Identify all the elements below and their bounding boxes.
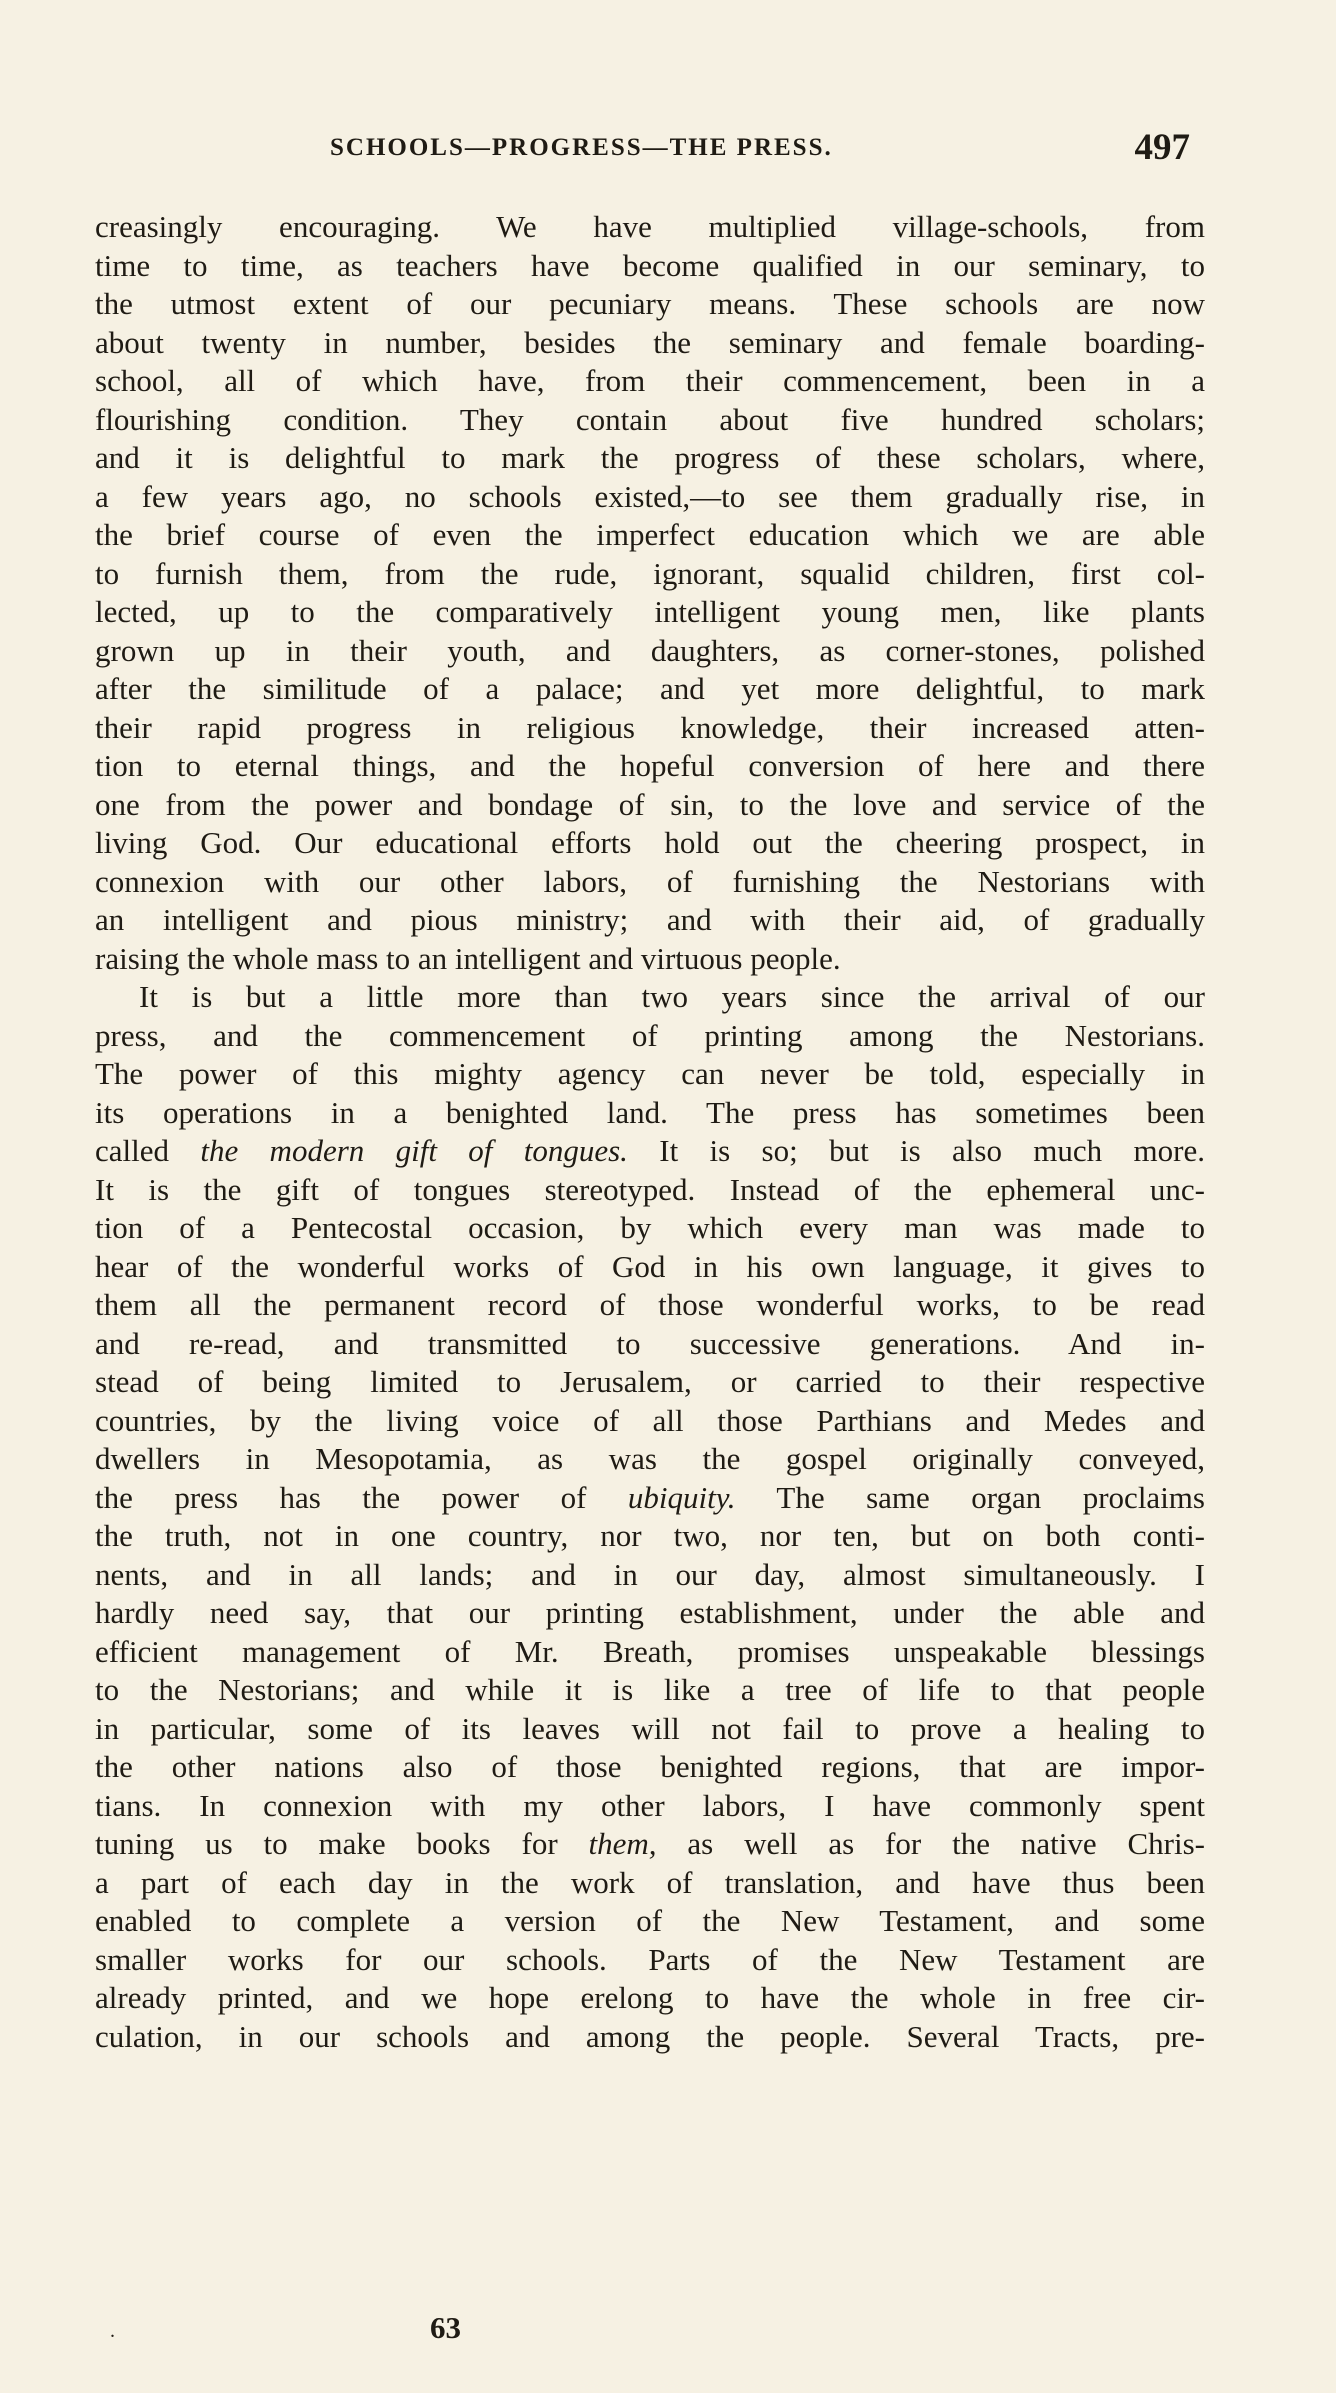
text-line: the utmost extent of our pecuniary means. These schools are now: [95, 286, 1205, 321]
text-line: press, and the commencement of printing among the Nestorians.: [95, 1017, 1205, 1053]
text-line: a part of each day in the work of translation, and have thus been: [95, 1864, 1205, 1900]
text-line: enabled to complete a version of the New Testament, and some: [95, 1903, 1205, 1938]
text-line-paragraph-start: It is but a little more than two years since the arrival of our: [139, 979, 1205, 1014]
text-line: already printed, and we hope erelong to have the whole in free cir-: [95, 1980, 1205, 2015]
text-segment: tuning us to make books for: [95, 1826, 589, 1861]
signature-mark: 63: [430, 2310, 461, 2345]
italic-phrase: ubiquity.: [627, 1479, 736, 1515]
text-line: and re-read, and transmitted to successive generations. And in-: [95, 1325, 1205, 1361]
running-title: SCHOOLS—PROGRESS—THE PRESS.: [330, 134, 833, 161]
text-line: one from the power and bondage of sin, to the love and service of the: [95, 786, 1205, 822]
text-line: the other nations also of those benighted regions, that are impor-: [95, 1749, 1205, 1784]
text-line: hardly need say, that our printing establishment, under the able and: [95, 1595, 1205, 1630]
text-line: a few years ago, no schools existed,—to see them gradually rise, in: [95, 478, 1205, 514]
text-line: The power of this mighty agency can never be told, especially in: [95, 1056, 1205, 1091]
italic-phrase: the modern gift of tongues.: [200, 1133, 628, 1168]
italic-phrase: them,: [588, 1826, 657, 1861]
text-line: to the Nestorians; and while it is like a tree of life to that people: [95, 1672, 1205, 1707]
running-head: [330, 127, 1190, 174]
body-text: [95, 208, 1205, 2095]
text-line-with-italic: [95, 1132, 1205, 1171]
text-line: flourishing condition. They contain about five hundred scholars;: [95, 401, 1205, 437]
text-line: tion of a Pentecostal occasion, by which every man was made to: [95, 1210, 1205, 1245]
text-line: hear of the wonderful works of God in his own language, it gives to: [95, 1248, 1205, 1284]
text-segment: the press has the power of: [95, 1479, 628, 1515]
stray-mark: .: [110, 2320, 115, 2342]
text-line: efficient management of Mr. Breath, promises unspeakable blessings: [95, 1633, 1205, 1669]
text-line: [95, 2056, 1205, 2095]
text-line: dwellers in Mesopotamia, as was the gospel originally conveyed,: [95, 1441, 1205, 1476]
text-line: connexion with our other labors, of furnishing the Nestorians with: [95, 863, 1205, 899]
text-segment: as well as for the native Chris-: [656, 1826, 1205, 1861]
text-line: nents, and in all lands; and in our day, almost simultaneously. I: [95, 1556, 1205, 1592]
text-line: to furnish them, from the rude, ignorant, squalid children, first col-: [95, 555, 1205, 591]
text-line: the brief course of even the imperfect education which we are able: [95, 517, 1205, 552]
text-line: lected, up to the comparatively intelligent young men, like plants: [95, 594, 1205, 629]
text-line: It is the gift of tongues stereotyped. Instead of the ephemeral unc-: [95, 1171, 1205, 1207]
text-line: smaller works for our schools. Parts of the New Testament are: [95, 1941, 1205, 1977]
text-line: in particular, some of its leaves will not fail to prove a healing to: [95, 1710, 1205, 1746]
text-line: about twenty in number, besides the seminary and female boarding-: [95, 324, 1205, 360]
text-line-with-italic: [95, 1825, 1205, 1864]
text-line-with-italic: [95, 1479, 1205, 1518]
text-segment: It is so; but is also much more.: [627, 1133, 1205, 1168]
text-line: their rapid progress in religious knowledge, their increased atten-: [95, 709, 1205, 745]
text-line: its operations in a benighted land. The press has sometimes been: [95, 1094, 1205, 1130]
text-line: tion to eternal things, and the hopeful conversion of here and there: [95, 748, 1205, 783]
text-line: creasingly encouraging. We have multiplied village-schools, from: [95, 209, 1205, 244]
text-line: culation, in our schools and among the people. Several Tracts, pre-: [95, 2018, 1205, 2054]
text-line: time to time, as teachers have become qualified in our seminary, to: [95, 247, 1205, 283]
text-line-paragraph-end: raising the whole mass to an intelligent and virtuous people.: [95, 940, 841, 976]
text-line: tians. In connexion with my other labors, I have commonly spent: [95, 1787, 1205, 1823]
text-line: grown up in their youth, and daughters, as corner-stones, polished: [95, 632, 1205, 668]
text-line: countries, by the living voice of all those Parthians and Medes and: [95, 1402, 1205, 1438]
text-line: living God. Our educational efforts hold out the cheering prospect, in: [95, 825, 1205, 860]
text-line: them all the permanent record of those wonderful works, to be read: [95, 1287, 1205, 1322]
text-line: and it is delightful to mark the progress of these scholars, where,: [95, 440, 1205, 475]
page-number: 497: [1134, 127, 1190, 168]
text-line: the truth, not in one country, nor two, nor ten, but on both conti-: [95, 1518, 1205, 1553]
text-segment: called: [95, 1133, 201, 1168]
text-line: after the similitude of a palace; and yet more delightful, to mark: [95, 671, 1205, 706]
text-line: stead of being limited to Jerusalem, or carried to their respective: [95, 1364, 1205, 1399]
text-line: an intelligent and pious ministry; and with their aid, of gradually: [95, 902, 1205, 937]
text-segment: The same organ proclaims: [735, 1479, 1205, 1515]
text-line: school, all of which have, from their commencement, been in a: [95, 363, 1205, 398]
